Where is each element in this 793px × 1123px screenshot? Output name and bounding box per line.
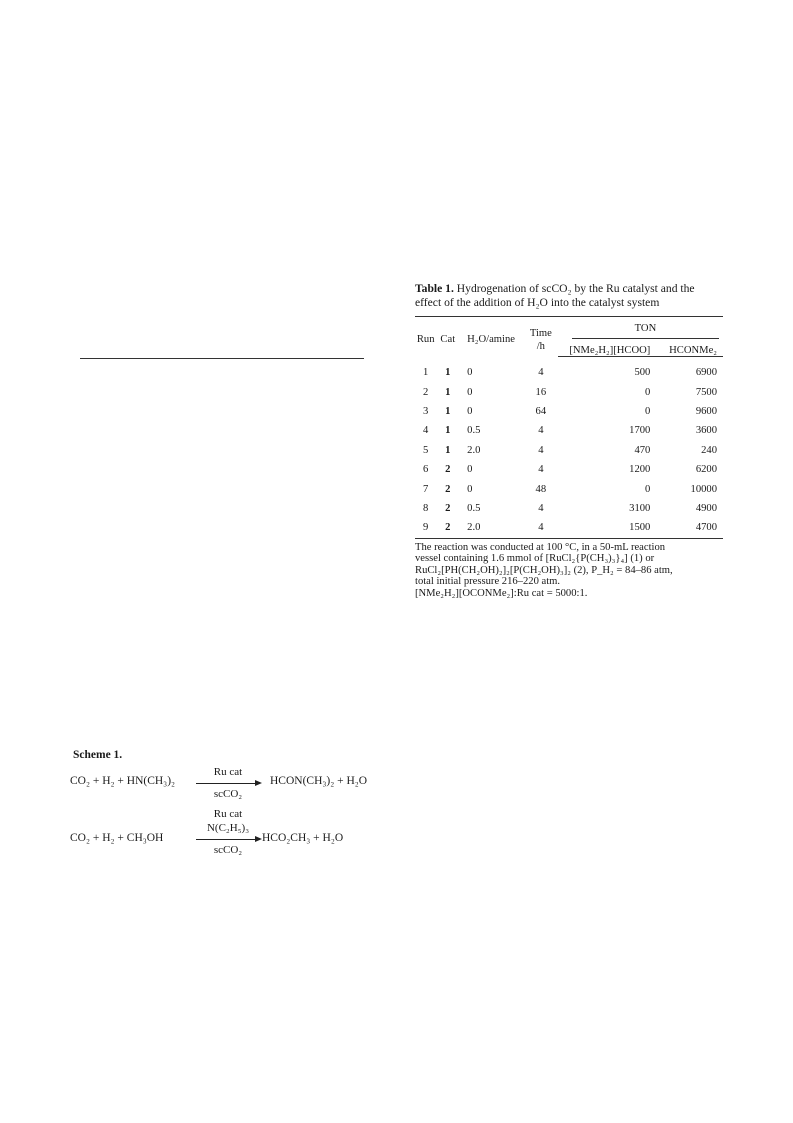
cell-cat: 1 [445, 405, 451, 417]
data-table [415, 316, 723, 539]
cell-cat: 1 [445, 386, 451, 398]
cell-nme2h2: 3100 [629, 502, 651, 514]
cell-time: 4 [538, 464, 544, 476]
cell-run: 6 [423, 464, 429, 476]
cell-time: 4 [538, 425, 544, 437]
cell-nme2h2: 500 [634, 367, 651, 379]
horizontal-rule [80, 358, 364, 359]
footnote-line: total initial pressure 216–220 atm. [415, 576, 561, 588]
col-header-time-line1: Time [529, 327, 552, 339]
cell-time: 16 [535, 386, 547, 398]
col-header-run: Run [416, 334, 435, 346]
table-row [415, 402, 723, 421]
col-header-ton-group [558, 317, 723, 343]
cell-run: 1 [423, 366, 429, 378]
col-header-cat: Cat [440, 334, 456, 346]
footnote-line: RuCl₂[PH(CH₂OH)₂]₂[P(CH₂OH)₃]₂ (2), P_H₂ = 84–86 atm, [415, 564, 673, 576]
cell-nme2h2: 0 [645, 405, 651, 417]
col-header-hconme2: HCONMe₂ [660, 342, 723, 357]
cell-time: 4 [538, 444, 544, 456]
cell-time: 64 [535, 405, 547, 417]
table-footnote [415, 542, 723, 600]
col-header-h2o-amine: H₂O/amine [467, 334, 515, 346]
cell-run: 3 [423, 405, 429, 417]
cell-cat: 2 [445, 464, 451, 476]
cell-hconme2: 4700 [660, 518, 723, 538]
table-row [415, 382, 723, 401]
cell-time: 4 [538, 502, 544, 514]
cell-hconme2: 6900 [695, 367, 717, 379]
cell-hconme2: 7500 [695, 386, 717, 398]
cell-h2o-amine: 2.0 [467, 444, 481, 456]
eq1-products: HCON(CH₃)₂ + H₂O [270, 775, 368, 787]
eq1-reactants: CO₂ + H₂ + HN(CH₃)₂ [70, 775, 176, 787]
cell-hconme2: 6200 [695, 464, 717, 476]
eq1-arrow-below: scCO₂ [213, 788, 243, 800]
cell-time: 4 [524, 518, 558, 538]
cell-hconme2: 9600 [695, 405, 717, 417]
cell-cat: 2 [445, 483, 451, 495]
cell-time: 48 [535, 483, 547, 495]
cell-h2o-amine: 0 [467, 483, 473, 495]
cell-nme2h2: 1200 [629, 464, 651, 476]
cell-h2o-amine: 0 [467, 366, 473, 378]
scheme-title: Scheme 1. [73, 749, 123, 761]
table-row [415, 499, 723, 518]
footnote-line: vessel containing 1.6 mmol of [RuCl₂{P(CH₃)₃}₄] (1) or [415, 553, 655, 565]
cell-run: 8 [423, 502, 429, 514]
eq2-reactants: CO₂ + H₂ + CH₃OH [70, 832, 164, 844]
cell-run: 5 [423, 444, 429, 456]
cell-nme2h2: 470 [634, 444, 651, 456]
cell-h2o-amine: 0 [467, 464, 473, 476]
eq2-arrowhead-icon [255, 836, 262, 842]
table-caption-text: Hydrogenation of scCO₂ by the Ru catalyst and the effect of the addition of H₂O into the catalyst system [415, 282, 695, 309]
cell-run: 2 [423, 386, 429, 398]
cell-h2o-amine: 0 [467, 386, 473, 398]
table-body [415, 357, 723, 539]
cell-h2o-amine: 0 [467, 405, 473, 417]
table-caption-label: Table 1. [415, 282, 454, 295]
cell-cat: 1 [445, 366, 451, 378]
cell-nme2h2: 0 [645, 386, 651, 398]
col-header-time [524, 317, 558, 357]
cell-h2o-amine: 0.5 [467, 425, 481, 437]
cell-hconme2: 3600 [695, 425, 717, 437]
eq1-arrow-above: Ru cat [213, 766, 243, 778]
table-caption [415, 282, 723, 310]
eq2-arrow [196, 839, 256, 840]
eq2-products: HCO₂CH₃ + H₂O [262, 832, 344, 844]
footnote-line: [NMe₂H₂][OCONMe₂]:Ru cat = 5000:1. [415, 587, 588, 599]
table-row [415, 479, 723, 498]
cell-h2o-amine: 0.5 [467, 502, 481, 514]
cell-cat: 2 [445, 502, 451, 514]
table-row [415, 421, 723, 440]
cell-cat: 2 [436, 518, 459, 538]
col-header-time-line2: /h [536, 340, 545, 352]
eq2-arrow-above-2: N(C₂H₅)₃ [206, 822, 250, 834]
table-row [415, 441, 723, 460]
table-row [415, 518, 723, 538]
eq1-arrow [196, 783, 256, 784]
cell-nme2h2: 1500 [558, 518, 660, 538]
cell-run: 7 [423, 483, 429, 495]
table-row [415, 460, 723, 479]
eq1-arrowhead-icon [255, 780, 262, 786]
cell-nme2h2: 0 [645, 483, 651, 495]
cell-run: 4 [423, 425, 429, 437]
cell-cat: 1 [445, 425, 451, 437]
table-1 [415, 282, 723, 599]
cell-cat: 1 [445, 444, 451, 456]
cell-h2o-amine: 2.0 [459, 518, 524, 538]
cell-nme2h2: 1700 [629, 425, 651, 437]
cell-hconme2: 240 [701, 444, 717, 456]
col-header-nme2h2: [NMe₂H₂][HCOO] [558, 342, 660, 357]
eq2-arrow-above-1: Ru cat [213, 808, 243, 820]
table-row [415, 357, 723, 383]
col-header-ton: TON [572, 323, 719, 339]
cell-time: 4 [538, 366, 544, 378]
footnote-line: The reaction was conducted at 100 °C, in a 50-mL reaction [415, 541, 666, 553]
eq2-arrow-below: scCO₂ [213, 844, 243, 856]
cell-hconme2: 4900 [695, 502, 717, 514]
cell-hconme2: 10000 [690, 483, 717, 495]
cell-run: 9 [415, 518, 436, 538]
